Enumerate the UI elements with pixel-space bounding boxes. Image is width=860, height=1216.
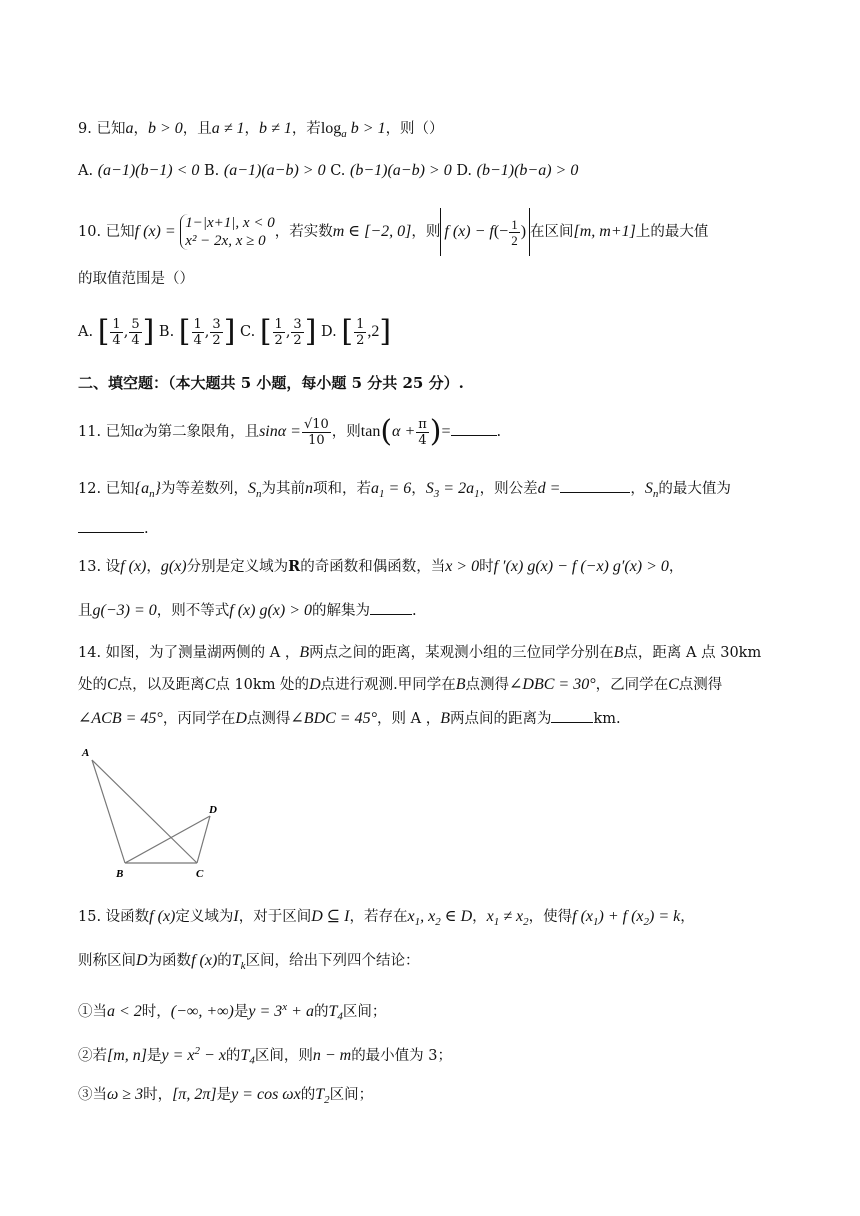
text: ，则 — [411, 224, 441, 240]
fraction — [210, 317, 222, 348]
text: 12. 已知 — [78, 481, 135, 497]
frac-den: 2 — [293, 332, 302, 348]
frac-den: 4 — [193, 332, 202, 348]
math-B: B — [440, 710, 450, 727]
math-T: T — [315, 1086, 325, 1103]
text: ， — [472, 909, 487, 925]
answer-blank — [560, 478, 630, 493]
math-cond: ω ≥ 3 — [107, 1086, 144, 1103]
text: ①当 — [78, 1003, 107, 1020]
label-c: C — [196, 868, 204, 880]
text: ，若实数 — [274, 224, 333, 240]
text: 项和，若 — [312, 481, 371, 497]
text: . — [412, 603, 417, 619]
text: ，对于区间 — [238, 909, 312, 925]
text: 13. 设 — [78, 559, 121, 575]
math-sub: 1 — [593, 915, 599, 928]
math-function: − x — [200, 1046, 226, 1064]
answer-blank — [451, 421, 497, 436]
text: 的奇函数和偶函数，当 — [300, 559, 446, 575]
fraction — [416, 417, 429, 448]
text: 的取值范围是（） — [78, 271, 194, 287]
segment-ac — [92, 760, 197, 863]
label-d: D — [209, 804, 217, 816]
math-tan-arg: α + — [392, 423, 416, 440]
math-function: + a — [287, 1002, 314, 1020]
math-T: T — [240, 1046, 250, 1064]
math-D: D — [235, 710, 247, 727]
text: 则称区间 — [78, 953, 136, 969]
text: 的 — [313, 1003, 329, 1020]
text: 的最小值为 3； — [351, 1047, 453, 1064]
math-sub: n — [255, 487, 262, 500]
frac-den: 4 — [131, 332, 140, 348]
math-inequality: f (x) g(x) > 0 — [229, 602, 313, 619]
math-in-D: ∈ D — [440, 908, 473, 925]
math-angle-acb: ∠ACB = 45° — [78, 710, 163, 727]
text: 区间； — [329, 1087, 374, 1103]
text: 的 — [225, 1047, 241, 1064]
q13-line2 — [78, 600, 790, 622]
math-log-rest: b > 1 — [346, 120, 386, 137]
text: 15. 设函数 — [78, 909, 150, 925]
math-an: {a — [134, 480, 150, 497]
geometry-figure — [78, 740, 238, 880]
text: 两点之间的距离，某观测小组的三位同学分别在 — [309, 645, 614, 661]
text: 为函数 — [147, 953, 192, 969]
text: 处的 — [78, 677, 107, 693]
math-sub: 2 — [324, 1093, 330, 1106]
frac-den: 2 — [274, 332, 283, 348]
text: 在区间 — [530, 224, 574, 240]
fraction — [509, 217, 520, 248]
frac-den: 10 — [308, 432, 325, 448]
frac-num: √10 — [303, 416, 329, 432]
frac-den: 2 — [356, 332, 365, 348]
text: ，则 A ， — [377, 711, 441, 727]
text: ， — [133, 121, 148, 137]
text: 区间，给出下列四个结论： — [245, 953, 420, 969]
answer-blank — [370, 600, 412, 615]
math-D: D — [309, 676, 321, 693]
math-D: D — [136, 952, 148, 969]
q10-stem-line2 — [78, 268, 790, 290]
math-C: C — [668, 676, 679, 693]
option-a: (a−1)(b−1) < 0 — [97, 162, 200, 179]
math-angle-bdc: ∠BDC = 45° — [290, 710, 377, 727]
math-interval: (−∞, +∞) — [170, 1002, 234, 1020]
q12-stem — [78, 478, 790, 505]
q13-stem — [78, 556, 790, 578]
piecewise — [180, 214, 274, 250]
fraction — [302, 417, 331, 448]
label-b: B — [116, 868, 124, 880]
math-sum-eq: ) = k — [649, 908, 681, 925]
math-gx: g(x) — [160, 558, 187, 575]
math-D-subset: D ⊆ I — [311, 908, 350, 925]
math-function: y = x — [161, 1046, 195, 1064]
text: ， — [146, 559, 161, 575]
math-sub: n — [149, 487, 155, 500]
math-x-pos: x > 0 — [445, 558, 480, 575]
text: 且 — [78, 603, 93, 619]
text: 点测得 — [465, 677, 510, 693]
math-S3: S — [425, 480, 434, 497]
text: ③当 — [78, 1087, 107, 1103]
math-sub: 2 — [435, 915, 441, 928]
text: ，则 — [331, 424, 361, 440]
math-sub: 4 — [249, 1054, 255, 1067]
math-x: x — [407, 908, 415, 925]
option-d: (b−1)(b−a) > 0 — [476, 162, 579, 179]
math-sub: 3 — [433, 487, 440, 500]
math-alpha: α — [134, 423, 144, 440]
text: 的解集为 — [312, 603, 371, 619]
q12-line2 — [78, 518, 790, 540]
text: ，丙同学在 — [162, 711, 236, 727]
text: ， — [411, 481, 426, 497]
math-a1: a — [370, 480, 379, 497]
option-label: C. — [330, 163, 350, 179]
text: ②若 — [78, 1047, 107, 1064]
text: 点测得 — [678, 677, 723, 693]
math-sub: 1 — [414, 915, 421, 928]
math-B: B — [455, 676, 466, 693]
frac-den: 2 — [212, 332, 221, 348]
text: 时 — [479, 559, 494, 575]
text: 9. 已知 — [78, 121, 126, 137]
math-log: log — [320, 120, 342, 137]
math-derivative-expr: f ′(x) g(x) − f (−x) g′(x) > 0 — [493, 558, 669, 575]
math-a-ne-1: a ≠ 1 — [211, 120, 245, 137]
segment-bd — [125, 816, 210, 863]
math-sub: 2 — [643, 915, 649, 928]
math-sup: 2 — [194, 1045, 201, 1057]
math-S3-eq: = 2a — [439, 480, 475, 497]
text: 区间，则 — [254, 1047, 313, 1064]
math-T: T — [231, 952, 241, 969]
math-x-ne: ≠ x — [499, 908, 524, 925]
q14-line1 — [78, 642, 790, 664]
frac-num: 1 — [356, 316, 365, 332]
math-brace: } — [154, 480, 161, 497]
option-label: A. — [78, 324, 98, 340]
fraction — [273, 317, 285, 348]
text: 是 — [147, 1047, 162, 1064]
q15-line2 — [78, 950, 790, 977]
option-label: B. — [204, 163, 224, 179]
math-x: , x — [420, 908, 436, 925]
math-sub: 4 — [337, 1010, 343, 1023]
abs-expression: f (x) − f(− $\frac{1}{2}$ ) — [440, 208, 530, 256]
frac-num: 5 — [131, 316, 140, 332]
text: 点，距离 A 点 30km — [623, 645, 762, 661]
math-fx: f (x) — [191, 952, 218, 969]
text: 为等差数列， — [160, 481, 248, 497]
frac-num: 3 — [212, 316, 221, 332]
text: km. — [593, 711, 621, 727]
frac-num: 1 — [274, 316, 283, 332]
text: ，则公差 — [479, 481, 538, 497]
text: 两点间的距离为 — [449, 711, 552, 727]
fraction — [110, 317, 122, 348]
fraction — [129, 317, 141, 348]
math-C: C — [107, 676, 118, 693]
math-a1-eq: = 6 — [384, 480, 412, 497]
math-sub: 1 — [493, 915, 500, 928]
option-label: D. — [321, 324, 342, 340]
math-Sn: S — [644, 480, 653, 497]
math-sub: n — [652, 487, 659, 500]
math-m-range: m ∈ [−2, 0] — [332, 223, 412, 240]
math-tan: tan — [360, 423, 381, 440]
q9-stem — [78, 118, 790, 145]
math-log-base: a — [341, 127, 347, 140]
fraction — [354, 317, 366, 348]
math-n: n — [304, 480, 313, 497]
text: ， — [680, 909, 695, 925]
piecewise-case-2: x² − 2x, x ≥ 0 — [185, 233, 266, 249]
q11-stem: 11. 已知α为第二象限角，且sinα = $\frac{√10}{10}$ ，则tan(α + $\frac{\pi}{4}$ )= . — [78, 414, 502, 449]
text: 点 10km 处的 — [215, 677, 310, 693]
option-b: (a−1)(a−b) > 0 — [223, 162, 326, 179]
segment-cd — [197, 816, 210, 863]
text: 的最大值为 — [658, 481, 731, 497]
text: ，若 — [291, 121, 321, 137]
q10-options: A. [ $\frac{1}{4}$ , $\frac{5}{4}$ ] B. [ $\frac{1}{4}$ , $\frac{3}{2}$ ] C. [ $\frac{1}{2}$ , $\frac{3}{2}$ ] D. [ $\frac{1}{2}$ ,2] — [78, 314, 392, 349]
q9-options — [78, 160, 790, 182]
math-fx: f (x) — [120, 558, 147, 575]
text: 区间； — [342, 1003, 387, 1020]
math-g-neg3: g(−3) = 0 — [92, 602, 157, 619]
frac-num: 1 — [193, 316, 202, 332]
text: 为其前 — [261, 481, 305, 497]
text: 14. 如图，为了测量湖两侧的 A ， — [78, 645, 300, 661]
math-interval: [m, n] — [107, 1046, 148, 1064]
option-c: (b−1)(a−b) > 0 — [350, 162, 452, 179]
math-C: C — [204, 676, 216, 693]
text: 的 — [300, 1087, 316, 1103]
text: ，乙同学在 — [595, 677, 669, 693]
option-label: D. — [456, 163, 477, 179]
math-a: a — [125, 120, 134, 137]
text: 时， — [141, 1003, 171, 1020]
q15-conclusion-1 — [78, 996, 790, 1028]
math-sin: sinα = — [259, 423, 301, 440]
text: 点，以及距离 — [117, 677, 205, 693]
math-fx: f (x) = — [134, 223, 176, 240]
text: ，则不等式 — [156, 603, 230, 619]
math-I: I — [233, 908, 239, 925]
text: ， — [244, 121, 260, 137]
text: 时， — [143, 1087, 173, 1103]
section-heading: 二、填空题：（本大题共 5 小题，每小题 5 分共 25 分）. — [78, 374, 464, 392]
q14-line3 — [78, 708, 790, 730]
label-a: A — [82, 747, 90, 759]
text: 定义域为 — [175, 909, 234, 925]
text: ，且 — [182, 121, 212, 137]
math-R: R — [288, 558, 301, 575]
text: . — [144, 521, 149, 537]
math-sub: 1 — [378, 487, 385, 500]
math-cond: a < 2 — [107, 1002, 142, 1020]
math-function: y = 3 — [248, 1002, 283, 1020]
q15-conclusion-2 — [78, 1040, 790, 1072]
text: 点测得 — [246, 711, 291, 727]
math-x: x — [486, 908, 494, 925]
text: 分别是定义域为 — [186, 559, 289, 575]
q14-line2 — [78, 674, 790, 696]
math-sup: x — [282, 1001, 288, 1013]
math-Sn: S — [247, 480, 256, 497]
frac-den: 2 — [511, 232, 518, 248]
option-label: A. — [78, 163, 98, 179]
q15-conclusion-3 — [78, 1084, 790, 1111]
math-eq: = — [441, 423, 451, 440]
frac-den: 4 — [112, 332, 121, 348]
math-sub: k — [240, 959, 246, 972]
math-sub: 1 — [474, 487, 480, 500]
text: 上的最大值 — [635, 224, 709, 240]
math-d: d = — [537, 480, 561, 497]
math-angle-dbc: ∠DBC = 30° — [509, 676, 596, 693]
math-sum: f (x — [572, 908, 593, 925]
text: 10. 已知 — [78, 224, 135, 240]
piecewise-case-1: 1−|x+1|, x < 0 — [185, 215, 275, 231]
frac-num: 1 — [112, 316, 121, 332]
frac-den: 4 — [418, 432, 427, 448]
math-n-minus-m: n − m — [312, 1046, 352, 1064]
math-fx: f (x) — [149, 908, 176, 925]
q10-stem — [78, 208, 790, 256]
math-sub: 2 — [523, 915, 529, 928]
fraction — [291, 317, 303, 348]
text: ，则（） — [385, 121, 444, 137]
text: 是 — [233, 1003, 249, 1020]
q15-line1 — [78, 906, 790, 933]
fraction — [192, 317, 204, 348]
math-b-ne-1: b ≠ 1 — [259, 120, 292, 137]
option-label: B. — [158, 324, 179, 340]
math-B: B — [613, 644, 624, 661]
frac-num: 1 — [511, 216, 518, 232]
frac-num: π — [418, 416, 427, 432]
text: ，若存在 — [349, 909, 408, 925]
math-T: T — [328, 1002, 338, 1020]
math-interval: [π, 2π] — [172, 1086, 217, 1103]
text: 11. 已知 — [78, 424, 135, 440]
text: ， — [630, 481, 645, 497]
math-b-pos: b > 0 — [147, 120, 183, 137]
text: ，使得 — [528, 909, 573, 925]
frac-num: 3 — [293, 316, 302, 332]
text: . — [496, 424, 502, 440]
text: 是 — [216, 1087, 232, 1103]
option-label: C. — [240, 324, 260, 340]
math-function: y = cos ωx — [231, 1086, 301, 1103]
abs-neg: − — [499, 223, 509, 240]
text: 为第二象限角，且 — [143, 424, 260, 440]
text: ， — [668, 559, 684, 575]
answer-blank — [78, 518, 144, 533]
text: 的 — [217, 953, 232, 969]
abs-left: f (x) − f — [444, 223, 494, 240]
math-interval: [m, m+1] — [573, 223, 636, 240]
math-sum: ) + f (x — [598, 908, 644, 925]
text: 点进行观测.甲同学在 — [320, 677, 456, 693]
math-B: B — [299, 644, 310, 661]
option-d-tail: ,2 — [367, 323, 380, 340]
answer-blank — [551, 708, 593, 723]
